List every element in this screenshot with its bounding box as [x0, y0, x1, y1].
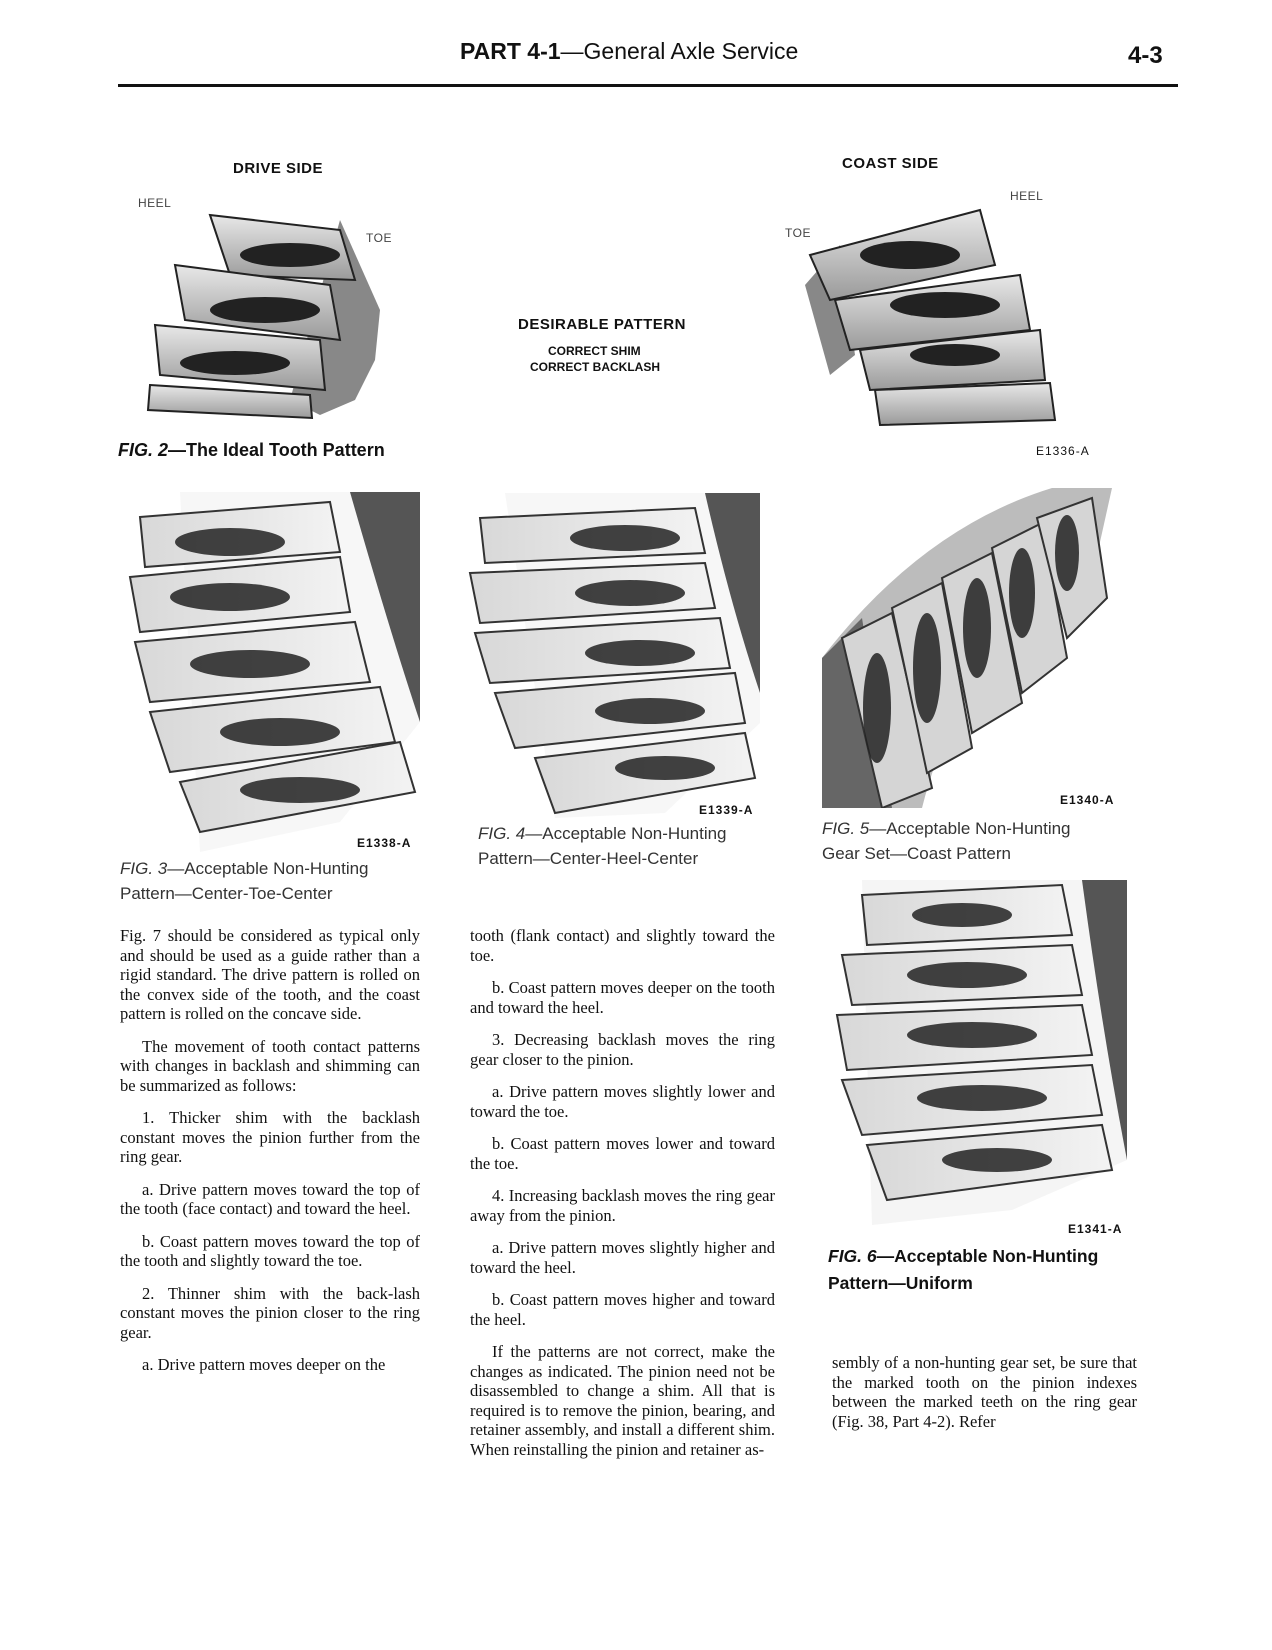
toe-label-left: TOE [366, 231, 392, 245]
text-column-3 [832, 1353, 1137, 1444]
coast-side-gear-illustration [800, 205, 1070, 430]
col2-paragraph-3: 3. Decreasing backlash moves the ring gear closer to the pinion. [470, 1030, 775, 1069]
col1-paragraph-3: 1. Thicker shim with the backlash constant moves the pinion further from the ring gear. [120, 1108, 420, 1166]
fig4-caption-line2: Pattern—Center-Heel-Center [478, 849, 699, 868]
col2-paragraph-1: tooth (flank contact) and slightly toward the toe. [470, 926, 775, 965]
col2-paragraph-6: 4. Increasing backlash moves the ring gear away from the pinion. [470, 1186, 775, 1225]
fig2-caption-text: —The Ideal Tooth Pattern [168, 440, 385, 460]
fig4-caption-number: FIG. 4 [478, 824, 526, 843]
fig4-gear-photo [465, 493, 760, 818]
col1-paragraph-2: The movement of tooth contact patterns with changes in backlash and shimming can be summarized as follows: [120, 1036, 420, 1095]
col2-paragraph-7: a. Drive pattern moves slightly higher and toward the heel. [470, 1238, 775, 1277]
fig3-caption-number: FIG. 3 [120, 859, 168, 878]
col1-paragraph-7: a. Drive pattern moves deeper on the [142, 1355, 386, 1374]
fig4-caption-line1: FIG. 4—Acceptable Non-Hunting [478, 824, 727, 843]
col2-paragraph-5: b. Coast pattern moves lower and toward the toe. [470, 1134, 775, 1173]
col1-paragraph-6: 2. Thinner shim with the back-lash constant moves the pinion closer to the ring gear. [120, 1283, 420, 1342]
fig6-caption-line1: FIG. 6—Acceptable Non-Hunting [828, 1246, 1099, 1266]
fig2-caption [118, 437, 385, 464]
fig3-caption-line2: Pattern—Center-Toe-Center [120, 884, 333, 903]
desirable-pattern-title: DESIRABLE PATTERN [518, 316, 686, 333]
fig2-code: E1336-A [1036, 444, 1090, 458]
header-rule [118, 84, 1178, 87]
col1-paragraph-1: Fig. 7 should be considered as typical only and should be used as a guide rather than a rigid standard. The drive pattern is rolled on the convex side of the tooth, and the coast pattern is rolled on the concave side. [120, 926, 420, 1023]
col2-paragraph-9: If the patterns are not correct, make the changes as indicated. The pinion need not be disassembled to change a shim. All that is required is to remove the pinion, bearing, and retainer assembly, and install a different shim. When reinstalling the pinion and retainer as- [470, 1342, 775, 1459]
heel-label-left: HEEL [138, 196, 172, 210]
col2-paragraph-4: a. Drive pattern moves slightly lower and toward the toe. [470, 1082, 775, 1121]
fig3-caption-line1: FIG. 3—Acceptable Non-Hunting [120, 859, 369, 878]
text-column-1 [120, 926, 420, 1388]
part-title: —General Axle Service [560, 38, 799, 64]
fig4-code: E1339-A [699, 803, 754, 817]
correct-shim-label: CORRECT SHIM [548, 344, 641, 358]
fig3-code: E1338-A [357, 836, 412, 850]
fig6-caption-number: FIG. 6 [828, 1246, 877, 1266]
fig3-caption [120, 856, 369, 906]
fig2-caption-number: FIG. 2 [118, 440, 169, 460]
drive-side-label: DRIVE SIDE [233, 160, 324, 177]
fig6-gear-photo [832, 880, 1127, 1225]
fig5-caption-line1: FIG. 5—Acceptable Non-Hunting [822, 819, 1071, 838]
fig6-caption-line2: Pattern—Uniform [828, 1273, 973, 1293]
coast-side-label: COAST SIDE [842, 155, 939, 172]
col3-paragraph-1: sembly of a non-hunting gear set, be sure that the marked tooth on the pinion indexes between the marked teeth on the ring gear (Fig. 38, Part 4-2). Refer [832, 1353, 1137, 1431]
fig5-gear-photo [822, 488, 1115, 808]
fig5-caption-number: FIG. 5 [822, 819, 870, 838]
drive-side-gear-illustration [140, 200, 390, 425]
col2-paragraph-2: b. Coast pattern moves deeper on the tooth and toward the heel. [470, 978, 775, 1017]
fig6-caption [828, 1243, 1098, 1297]
text-column-2 [470, 926, 775, 1472]
fig5-code: E1340-A [1060, 793, 1115, 807]
heel-label-right: HEEL [1010, 189, 1044, 203]
part-number: PART 4-1 [460, 38, 561, 64]
col1-paragraph-4: a. Drive pattern moves toward the top of the tooth (face contact) and toward the heel. [120, 1179, 420, 1218]
fig4-caption [478, 821, 727, 871]
fig3-gear-photo [120, 492, 420, 852]
col1-paragraph-5: b. Coast pattern moves toward the top of the tooth and slightly toward the toe. [120, 1231, 420, 1270]
correct-backlash-label: CORRECT BACKLASH [530, 360, 660, 374]
fig6-code: E1341-A [1068, 1222, 1123, 1236]
fig5-caption-line2: Gear Set—Coast Pattern [822, 844, 1011, 863]
fig5-caption [822, 816, 1071, 866]
toe-label-right: TOE [785, 226, 811, 240]
page-number: 4-3 [1128, 42, 1163, 69]
col2-paragraph-8: b. Coast pattern moves higher and toward the heel. [470, 1290, 775, 1329]
page-header-title [460, 38, 798, 65]
